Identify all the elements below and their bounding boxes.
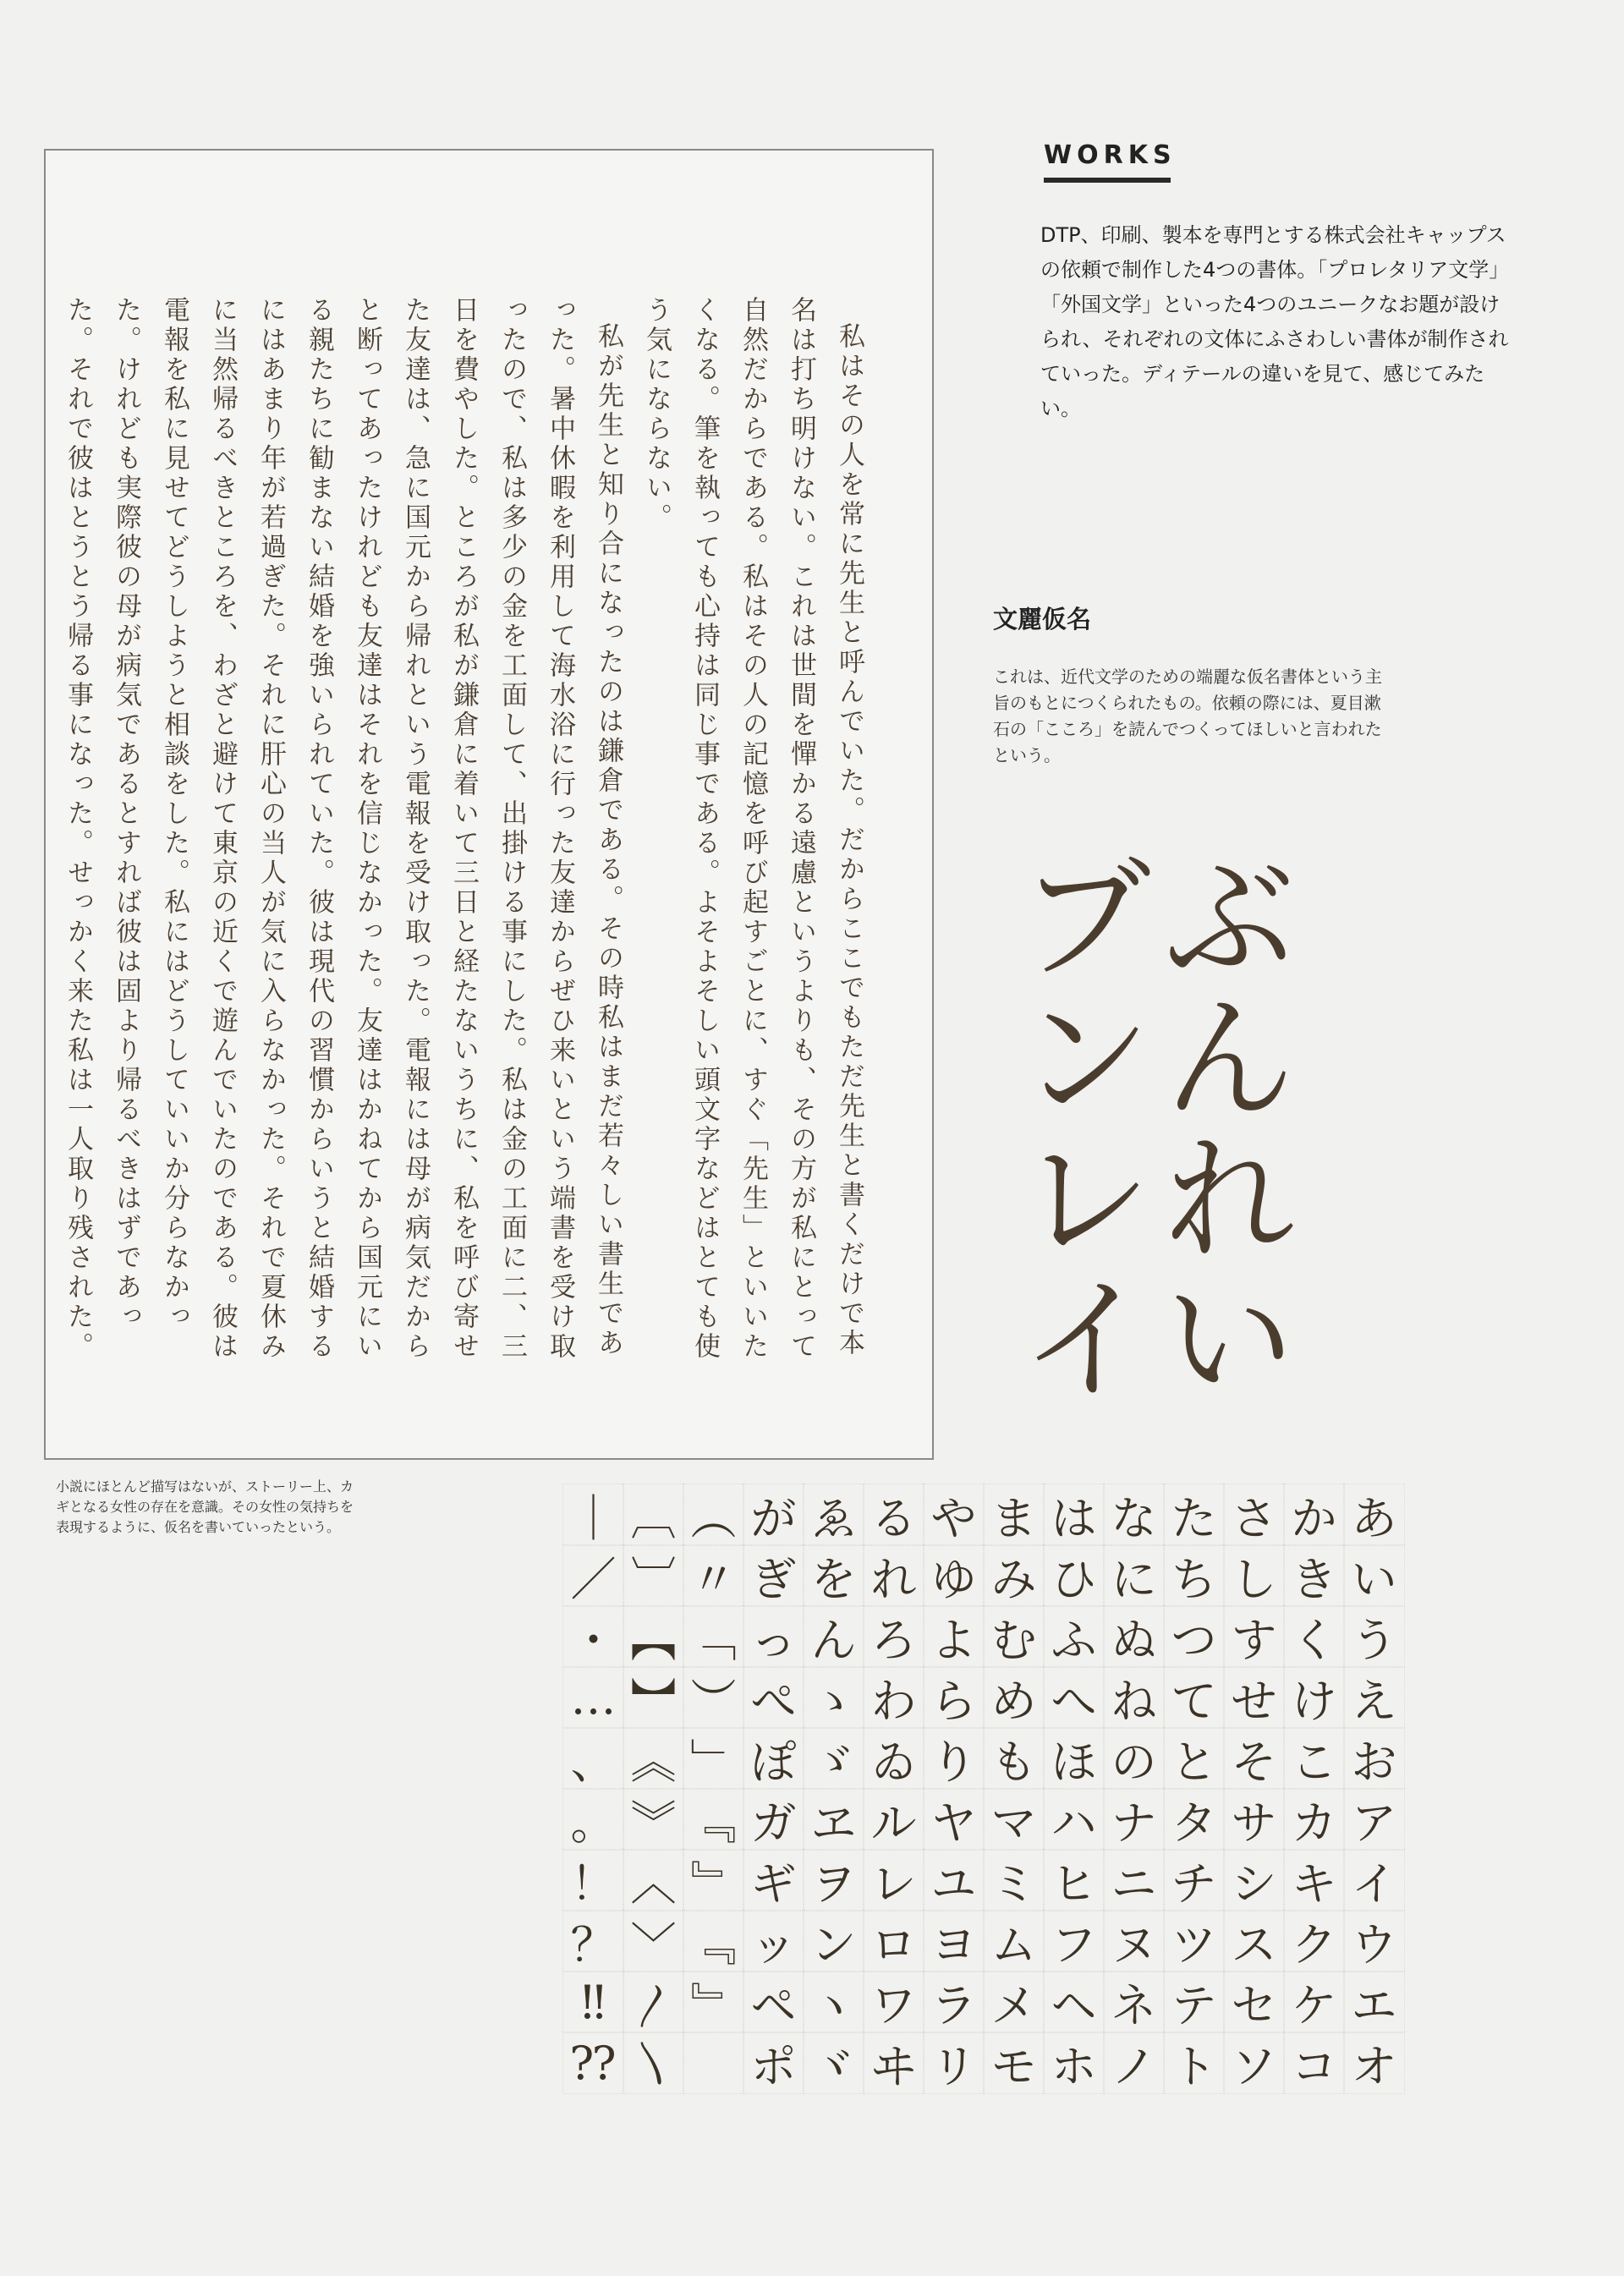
kana-glyph: ︿ — [623, 1850, 683, 1911]
kana-glyph: ラ — [924, 1972, 984, 2032]
kana-glyph: ン — [804, 1911, 864, 1972]
kana-glyph: ｜ — [563, 1484, 623, 1545]
kana-glyph: ・ — [563, 1606, 623, 1667]
specimen-frame — [44, 149, 934, 1460]
kana-glyph: メ — [984, 1972, 1044, 2032]
kana-glyph: ノ — [1104, 2032, 1164, 2093]
kana-glyph: ス — [1224, 1911, 1284, 1972]
kana-glyph: ⁇ — [563, 2032, 623, 2093]
kana-column — [743, 1484, 804, 2093]
kana-glyph: ひ — [1044, 1545, 1104, 1606]
kana-column — [864, 1484, 924, 2093]
kana-glyph: ゞ — [804, 1728, 864, 1789]
kana-glyph: に — [1104, 1545, 1164, 1606]
kana-glyph: う — [1344, 1606, 1404, 1667]
kana-glyph: コ — [1284, 2032, 1344, 2093]
kana-glyph: は — [1044, 1484, 1104, 1545]
font-name: 文麗仮名 — [993, 605, 1092, 633]
kana-glyph: キ — [1284, 1850, 1344, 1911]
kana-glyph: ム — [984, 1911, 1044, 1972]
kana-glyph: き — [1284, 1545, 1344, 1606]
kana-glyph: か — [1284, 1484, 1344, 1545]
kana-glyph: お — [1344, 1728, 1404, 1789]
kana-column — [1104, 1484, 1164, 2093]
kana-column — [1284, 1484, 1344, 2093]
kana-glyph: ゐ — [864, 1728, 924, 1789]
kana-glyph: せ — [1224, 1667, 1284, 1728]
kana-glyph: ︼ — [623, 1667, 683, 1728]
kana-glyph: イ — [1344, 1850, 1404, 1911]
kana-glyph: ゆ — [924, 1545, 984, 1606]
kana-glyph: ﹄ — [683, 1972, 743, 2032]
kana-glyph: る — [864, 1484, 924, 1545]
font-description: これは、近代文学のための端麗な仮名書体という主旨のもとにつくられたもの。依頼の際には、夏目漱石の「こころ」を読んでつくってほしいと言われたという。 — [993, 666, 1382, 765]
kana-glyph: タ — [1164, 1789, 1224, 1850]
kana-glyph: セ — [1224, 1972, 1284, 2032]
specimen-paragraph-1: 私はその人を常に先生と呼んでいた。だからここでもただ先生と書くだけで本名は打ち明けない。これは世間を憚かる遠慮というよりも、その方が私にとって自然だからである。私はその人の記憶を呼び起すごとに、すぐ「先生」といいたくなる。筆を執っても心持は同じ事である。よそよそしい頭文字などはとても使う気にならない。 — [641, 296, 864, 1362]
kana-glyph: ゝ — [804, 1667, 864, 1728]
kana-glyph: ？ — [563, 1911, 623, 1972]
kana-column — [563, 1484, 623, 2093]
kana-glyph: ギ — [743, 1850, 804, 1911]
kana-glyph: … — [563, 1667, 623, 1728]
kana-glyph: ロ — [864, 1911, 924, 1972]
kana-glyph: サ — [1224, 1789, 1284, 1850]
kana-glyph: 〃 — [683, 1545, 743, 1606]
kana-glyph: 〳 — [623, 1972, 683, 2032]
kana-glyph: ん — [804, 1606, 864, 1667]
kana-glyph: ‼ — [563, 1972, 623, 2032]
kana-glyph: ね — [1104, 1667, 1164, 1728]
kana-glyph: ル — [864, 1789, 924, 1850]
kana-glyph: ／ — [563, 1545, 623, 1606]
kana-glyph: ︺ — [623, 1545, 683, 1606]
kana-glyph: テ — [1164, 1972, 1224, 2032]
kana-glyph: ヾ — [804, 2032, 864, 2093]
kana-glyph: ぺ — [743, 1667, 804, 1728]
kana-glyph: む — [984, 1606, 1044, 1667]
kana-glyph: レ — [864, 1850, 924, 1911]
kana-glyph: ク — [1284, 1911, 1344, 1972]
kana-glyph: ぎ — [743, 1545, 804, 1606]
specimen-caption: 小説にほとんど描写はないが、ストーリー上、カギとなる女性の存在を意識。その女性の気持ちを表現するように、仮名を書いていったという。 — [56, 1478, 354, 1535]
kana-glyph: ペ — [743, 1972, 804, 2032]
kana-glyph: ヤ — [924, 1789, 984, 1850]
kana-glyph: ぬ — [1104, 1606, 1164, 1667]
kana-column — [804, 1484, 864, 2093]
kana-glyph — [683, 2032, 743, 2093]
kana-glyph: よ — [924, 1606, 984, 1667]
kana-glyph: ネ — [1104, 1972, 1164, 2032]
kana-glyph: ゑ — [804, 1484, 864, 1545]
kana-glyph: つ — [1164, 1606, 1224, 1667]
kana-glyph: ケ — [1284, 1972, 1344, 2032]
kana-glyph: え — [1344, 1667, 1404, 1728]
kana-glyph: ミ — [984, 1850, 1044, 1911]
kana-glyph: ヒ — [1044, 1850, 1104, 1911]
kana-glyph: て — [1164, 1667, 1224, 1728]
kana-glyph: や — [924, 1484, 984, 1545]
kana-glyph: た — [1164, 1484, 1224, 1545]
kana-column — [924, 1484, 984, 2093]
kana-glyph: 〵 — [623, 2032, 683, 2093]
kana-glyph: ユ — [924, 1850, 984, 1911]
specimen-text — [63, 296, 873, 1362]
specimen-paragraph-2: 私が先生と知り合になったのは鎌倉である。その時私はまだ若々しい書生であった。暑中休暇を利用して海水浴に行った友達からぜひ来いという端書を受け取ったので、私は多少の金を工面して、出掛ける事にした。私は金の工面に二、三日を費やした。ところが私が鎌倉に着いて三日と経たないうちに、私を呼び寄せた友達は、急に国元から帰れという電報を受け取った。電報には母が病気だからと断ってあったけれども友達はそれを信じなかった。友達はかねてから国元にいる親たちに勧まない結婚を強いられていた。彼は現代の習慣からいうと結婚するにはあまり年が若過ぎた。それに肝心の当人が気に入らなかった。それで夏休みに当然帰るべきところを、わざと避けて東京の近くで遊んでいたのである。彼は電報を私に見せてどうしようと相談をした。私にはどうしていいか分らなかった。けれども実際彼の母が病気であるとすれば彼は固より帰るべきはずであった。それで彼はとうとう帰る事になった。せっかく来た私は一人取り残された。 — [63, 296, 623, 1362]
kana-glyph: ふ — [1044, 1606, 1104, 1667]
kana-grid — [558, 1484, 1404, 2093]
kana-glyph: ワ — [864, 1972, 924, 2032]
kana-glyph: さ — [1224, 1484, 1284, 1545]
kana-glyph: ヌ — [1104, 1911, 1164, 1972]
kana-glyph: ︻ — [623, 1606, 683, 1667]
kana-glyph: わ — [864, 1667, 924, 1728]
kana-column — [1164, 1484, 1224, 2093]
kana-glyph: オ — [1344, 2032, 1404, 2093]
kana-glyph: っ — [743, 1606, 804, 1667]
kana-glyph: ﹁ — [683, 1606, 743, 1667]
kana-glyph: ﹀ — [623, 1911, 683, 1972]
kana-glyph: ガ — [743, 1789, 804, 1850]
kana-glyph: ︵ — [683, 1484, 743, 1545]
showcase-hiragana: ぶんれい — [1138, 846, 1298, 1407]
kana-glyph: ホ — [1044, 2032, 1104, 2093]
works-heading-rule — [1044, 178, 1171, 183]
kana-glyph: エ — [1344, 1972, 1404, 2032]
kana-column — [683, 1484, 743, 2093]
kana-glyph: け — [1284, 1667, 1344, 1728]
kana-column — [1224, 1484, 1284, 2093]
kana-glyph: ︹ — [623, 1484, 683, 1545]
kana-glyph: ま — [984, 1484, 1044, 1545]
kana-glyph: あ — [1344, 1484, 1404, 1545]
kana-glyph: ツ — [1164, 1911, 1224, 1972]
kana-glyph: そ — [1224, 1728, 1284, 1789]
kana-glyph: 。 — [563, 1789, 623, 1850]
kana-glyph: リ — [924, 2032, 984, 2093]
kana-glyph: こ — [1284, 1728, 1344, 1789]
kana-glyph: ら — [924, 1667, 984, 1728]
kana-glyph: 、 — [563, 1728, 623, 1789]
kana-glyph: ﹂ — [683, 1728, 743, 1789]
font-showcase — [995, 846, 1341, 1438]
kana-glyph: ︾ — [623, 1789, 683, 1850]
kana-glyph: ！ — [563, 1850, 623, 1911]
kana-glyph: ナ — [1104, 1789, 1164, 1850]
kana-glyph: ぽ — [743, 1728, 804, 1789]
kana-glyph: シ — [1224, 1850, 1284, 1911]
kana-glyph: ち — [1164, 1545, 1224, 1606]
kana-glyph: が — [743, 1484, 804, 1545]
kana-glyph: み — [984, 1545, 1044, 1606]
kana-glyph: も — [984, 1728, 1044, 1789]
kana-glyph: ほ — [1044, 1728, 1104, 1789]
kana-glyph: ポ — [743, 2032, 804, 2093]
kana-glyph: ヱ — [804, 1789, 864, 1850]
kana-column — [1344, 1484, 1404, 2093]
kana-glyph: い — [1344, 1545, 1404, 1606]
kana-glyph: モ — [984, 2032, 1044, 2093]
kana-glyph: を — [804, 1545, 864, 1606]
kana-glyph: と — [1164, 1728, 1224, 1789]
works-description: DTP、印刷、製本を専門とする株式会社キャップスの依頼で制作した4つの書体。「プロレタリア文学」「外国文学」といった4つのユニークなお題が設けられ、それぞれの文体にふさわしい書体が制作されていった。ディテールの違いを見て、感じてみたい。 — [1040, 223, 1510, 420]
kana-glyph: ッ — [743, 1911, 804, 1972]
kana-glyph: く — [1284, 1606, 1344, 1667]
kana-glyph: ヽ — [804, 1972, 864, 2032]
kana-glyph: ︶ — [683, 1667, 743, 1728]
kana-glyph: ヘ — [1044, 1972, 1104, 2032]
kana-glyph: カ — [1284, 1789, 1344, 1850]
kana-glyph: ソ — [1224, 2032, 1284, 2093]
kana-glyph: な — [1104, 1484, 1164, 1545]
kana-glyph: ヰ — [864, 2032, 924, 2093]
kana-column — [1044, 1484, 1104, 2093]
kana-glyph: ア — [1344, 1789, 1404, 1850]
kana-glyph: ﹃ — [683, 1911, 743, 1972]
kana-glyph: マ — [984, 1789, 1044, 1850]
kana-glyph: め — [984, 1667, 1044, 1728]
kana-glyph: ︽ — [623, 1728, 683, 1789]
kana-glyph: ウ — [1344, 1911, 1404, 1972]
kana-glyph: ニ — [1104, 1850, 1164, 1911]
kana-glyph: れ — [864, 1545, 924, 1606]
kana-glyph: ト — [1164, 2032, 1224, 2093]
kana-glyph: ろ — [864, 1606, 924, 1667]
kana-glyph: ハ — [1044, 1789, 1104, 1850]
works-heading: WORKS — [1044, 140, 1177, 170]
kana-glyph: り — [924, 1728, 984, 1789]
kana-glyph: ヲ — [804, 1850, 864, 1911]
kana-glyph: フ — [1044, 1911, 1104, 1972]
kana-glyph: へ — [1044, 1667, 1104, 1728]
showcase-katakana: ブンレイ — [995, 846, 1154, 1407]
kana-glyph: し — [1224, 1545, 1284, 1606]
kana-glyph: ﹃ — [683, 1789, 743, 1850]
kana-column — [623, 1484, 683, 2093]
kana-glyph: ﹄ — [683, 1850, 743, 1911]
kana-glyph: す — [1224, 1606, 1284, 1667]
kana-glyph: チ — [1164, 1850, 1224, 1911]
kana-glyph: の — [1104, 1728, 1164, 1789]
kana-column — [984, 1484, 1044, 2093]
kana-glyph: ヨ — [924, 1911, 984, 1972]
